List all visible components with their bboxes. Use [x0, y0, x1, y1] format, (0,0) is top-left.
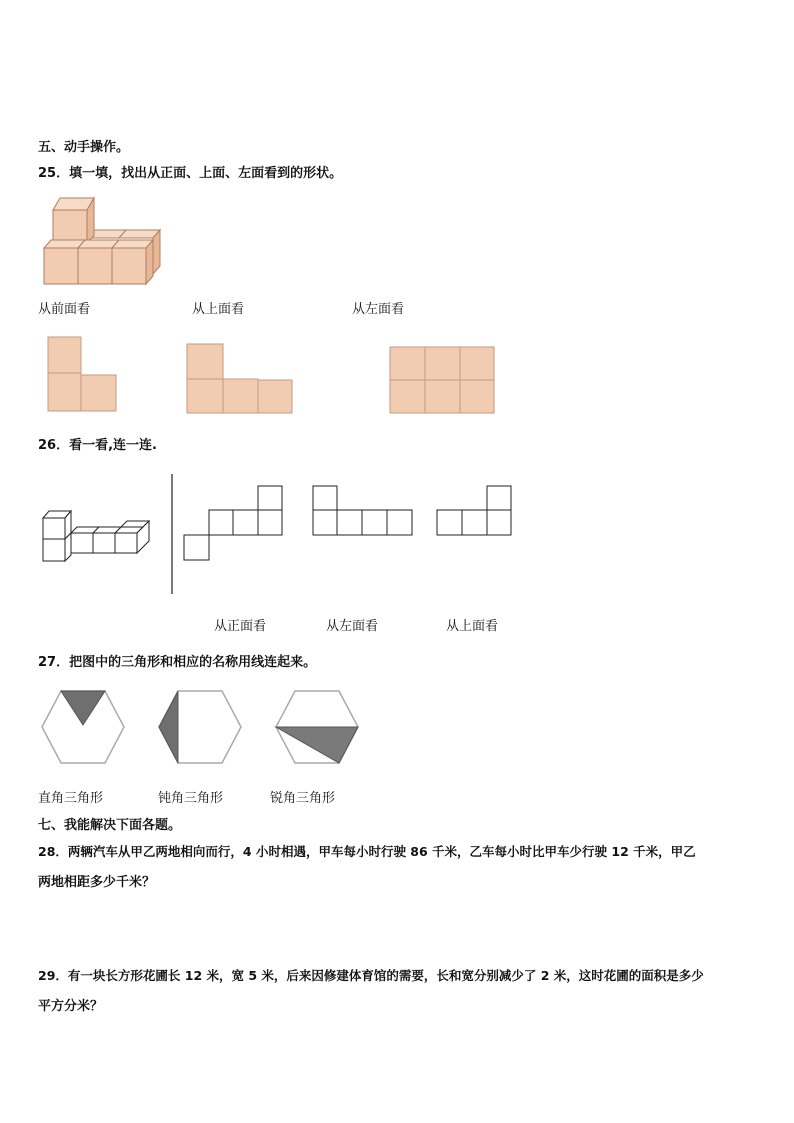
- question-28-line-2: 两地相距多少千米？: [38, 875, 156, 890]
- question-29-line-2: 平方分米？: [38, 999, 104, 1014]
- view-label-left: 从左面看: [326, 619, 379, 634]
- top-view-shape: [186, 343, 294, 417]
- question-27-prompt: 27．把图中的三角形和相应的名称用线连起来。: [38, 655, 317, 670]
- section-heading: 七、我能解决下面各题。: [38, 818, 182, 833]
- view-label-top: 从上面看: [446, 619, 499, 634]
- question-26-prompt: 26．看一看,连一连.: [38, 438, 157, 453]
- hexagon-obtuse-triangle: [157, 689, 243, 765]
- question-25-prompt: 25．填一填，找出从正面、上面、左面看到的形状。: [38, 166, 343, 181]
- view-label-left: 从左面看: [352, 302, 405, 317]
- view-label-front: 从前面看: [38, 302, 91, 317]
- view-label-front: 从正面看: [214, 619, 267, 634]
- label-obtuse-triangle: 钝角三角形: [158, 791, 224, 806]
- section-heading: 五、动手操作。: [38, 140, 130, 155]
- cube-stack-3d-image: [40, 192, 170, 286]
- question-29-line-1: 29．有一块长方形花圃长 12 米，宽 5 米，后来因修建体育馆的需要，长和宽分别减少了 2 米，这时花圃的面积是多少: [38, 968, 704, 983]
- grid-shape-2: [312, 485, 416, 539]
- cube-row-3d-image: [40, 508, 156, 564]
- label-acute-triangle: 锐角三角形: [270, 791, 336, 806]
- hexagon-acute-triangle: [274, 689, 360, 765]
- grid-shape-1: [183, 485, 285, 563]
- question-28-line-1: 28．两辆汽车从甲乙两地相向而行，4 小时相遇，甲车每小时行驶 86 千米，乙车每小时比甲车少行驶 12 千米，甲乙: [38, 844, 696, 859]
- divider-line: [170, 474, 174, 594]
- view-label-top: 从上面看: [192, 302, 245, 317]
- grid-shape-3: [436, 485, 516, 539]
- front-view-shape: [47, 336, 119, 414]
- label-right-triangle: 直角三角形: [38, 791, 104, 806]
- left-view-shape: [389, 346, 497, 416]
- hexagon-right-triangle: [40, 689, 126, 765]
